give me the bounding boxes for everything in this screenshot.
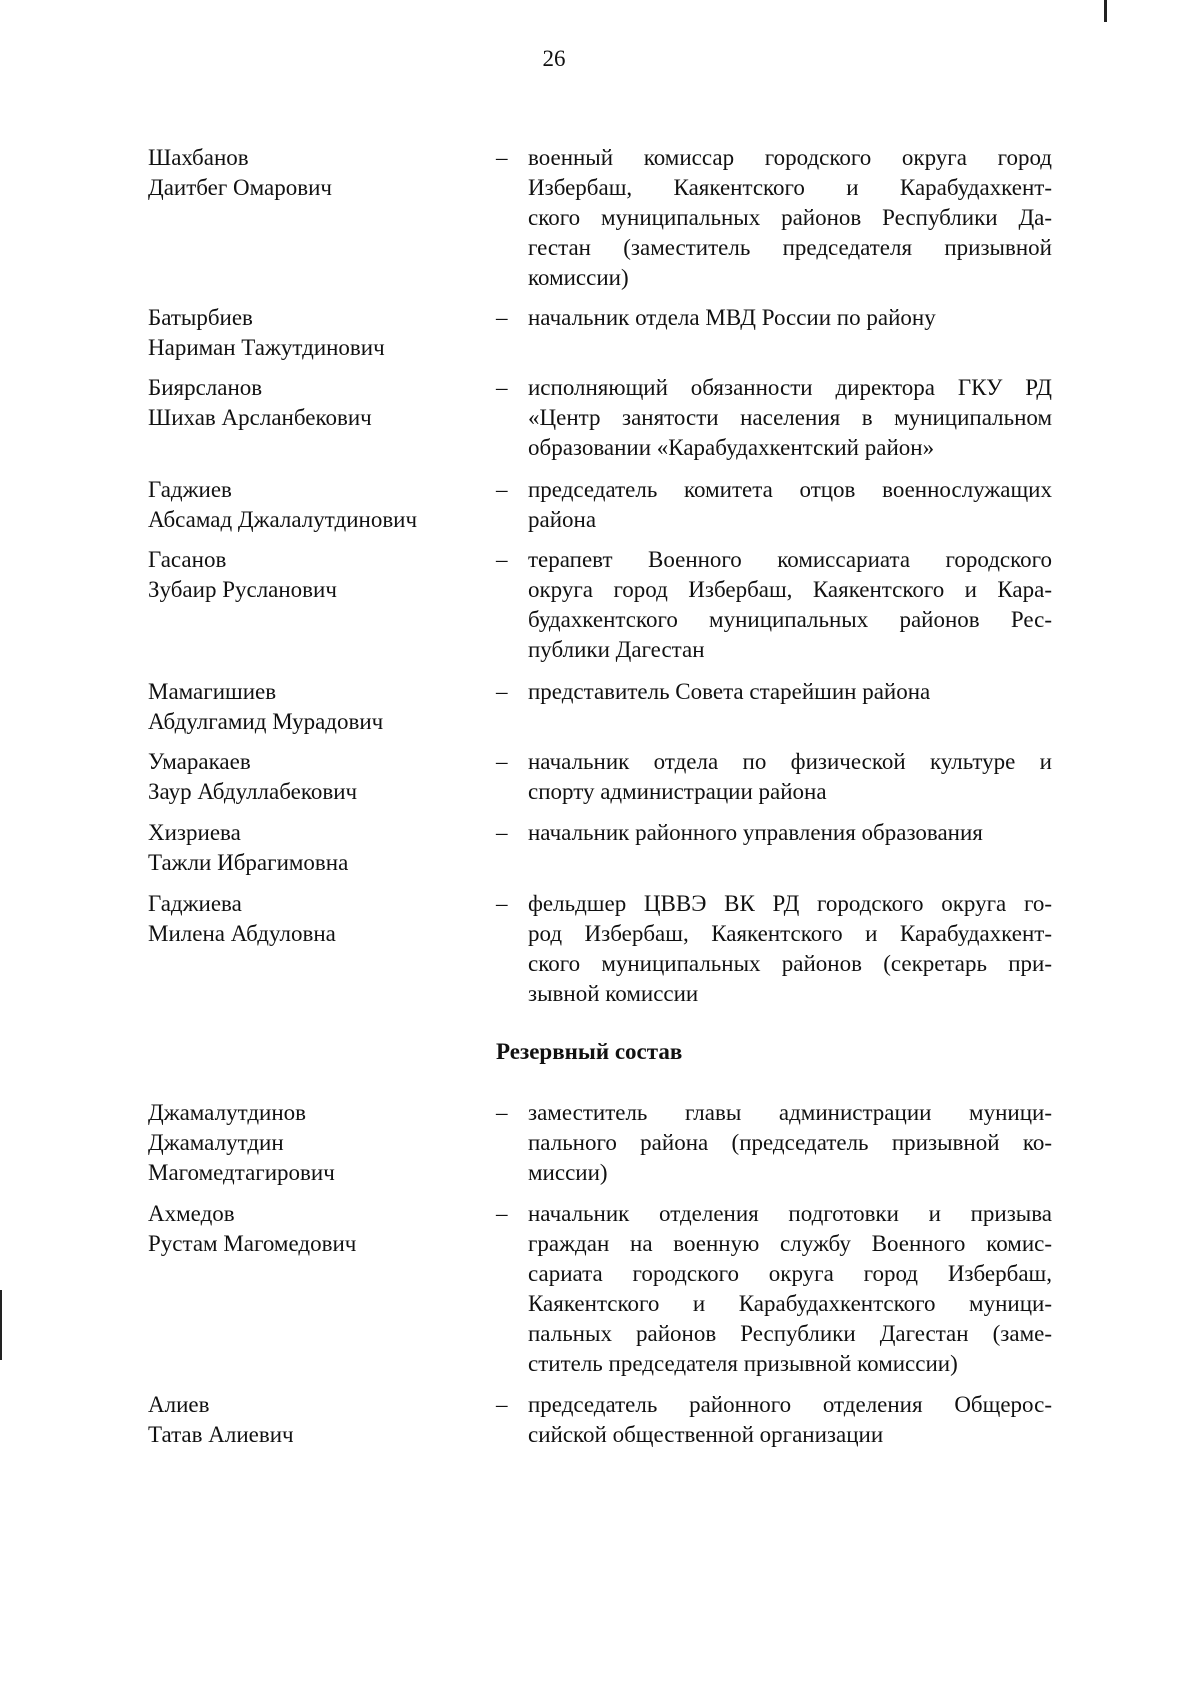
member-role-line: Избербаш, Каякентского и Карабудахкент- [528, 175, 1052, 200]
member-role-line: начальник отделения подготовки и призыва [528, 1201, 1052, 1226]
member-role [528, 475, 1052, 535]
member-role-line: гестан (заместитель председателя призывной [528, 235, 1052, 260]
member-role-line: представитель Совета старейшин района [528, 679, 931, 704]
role-dash: – [496, 305, 508, 330]
scan-edge-mark [0, 1290, 2, 1360]
member-role-line: сариата городского округа город Избербаш, [528, 1261, 1052, 1286]
member-role [528, 889, 1052, 1009]
member-role [528, 1199, 1052, 1379]
member-role-line: Каякентского и Карабудахкентского муници- [528, 1291, 1052, 1316]
member-role-line: председатель комитета отцов военнослужащих [528, 477, 1052, 502]
role-dash: – [496, 375, 508, 400]
member-role-line: комиссии) [528, 265, 629, 290]
role-dash: – [496, 477, 508, 502]
role-dash: – [496, 547, 508, 572]
member-name [148, 889, 478, 949]
member-role-line: округа город Избербаш, Каякентского и Кара- [528, 577, 1052, 602]
member-name-line: Гаджиев [148, 477, 232, 502]
member-name [148, 1098, 478, 1188]
member-name-line: Заур Абдуллабекович [148, 779, 358, 804]
member-role-line: ского муниципальных районов Республики Да- [528, 205, 1052, 230]
member-role-line: начальник отдела МВД России по району [528, 305, 936, 330]
member-role [528, 1390, 1052, 1450]
member-role [528, 677, 1052, 707]
member-role-line: пального района (председатель призывной ко- [528, 1130, 1052, 1155]
member-role-line: род Избербаш, Каякентского и Карабудахкент- [528, 921, 1052, 946]
member-name-line: Хизриева [148, 820, 241, 845]
member-name-line: Батырбиев [148, 305, 253, 330]
member-name-line: Рустам Магомедович [148, 1231, 357, 1256]
member-role-line: будахкентского муниципальных районов Рес- [528, 607, 1052, 632]
member-role-line: зывной комиссии [528, 981, 699, 1006]
member-role-line: начальник районного управления образования [528, 820, 983, 845]
member-role [528, 545, 1052, 665]
member-name [148, 143, 478, 203]
member-name [148, 677, 478, 737]
member-name [148, 1390, 478, 1450]
page-number: 26 [542, 46, 566, 71]
role-dash: – [496, 749, 508, 774]
role-dash: – [496, 1201, 508, 1226]
member-role-line: миссии) [528, 1160, 608, 1185]
reserve-section-heading: Резервный состав [496, 1039, 683, 1064]
member-role-line: района [528, 507, 597, 532]
member-name-line: Тажли Ибрагимовна [148, 850, 349, 875]
member-role-line: заместитель главы администрации муници- [528, 1100, 1052, 1125]
member-role [528, 373, 1052, 463]
member-name [148, 303, 478, 363]
member-name-line: Джамалутдин [148, 1130, 284, 1155]
member-role-line: фельдшер ЦВВЭ ВК РД городского округа го- [528, 891, 1052, 916]
member-name-line: Милена Абдуловна [148, 921, 336, 946]
member-name [148, 1199, 478, 1259]
scan-edge-mark [1104, 0, 1107, 22]
member-name [148, 747, 478, 807]
member-name-line: Шахбанов [148, 145, 249, 170]
member-role [528, 303, 1052, 333]
member-name-line: Гаджиева [148, 891, 242, 916]
member-role [528, 143, 1052, 293]
member-name-line: Зубаир Русланович [148, 577, 337, 602]
member-role-line: ститель председателя призывной комиссии) [528, 1351, 958, 1376]
member-name-line: Ахмедов [148, 1201, 235, 1226]
member-role-line: сийской общественной организации [528, 1422, 884, 1447]
member-name-line: Магомедтагирович [148, 1160, 335, 1185]
member-name-line: Гасанов [148, 547, 227, 572]
member-name-line: Мамагишиев [148, 679, 277, 704]
member-name-line: Умаракаев [148, 749, 251, 774]
member-name-line: Биярсланов [148, 375, 263, 400]
member-role-line: граждан на военную службу Военного комис- [528, 1231, 1052, 1256]
member-role-line: «Центр занятости населения в муниципальном [528, 405, 1052, 430]
member-role-line: председатель районного отделения Общерос- [528, 1392, 1052, 1417]
member-role-line: спорту администрации района [528, 779, 827, 804]
member-name [148, 818, 478, 878]
role-dash: – [496, 679, 508, 704]
member-role-line: публики Дагестан [528, 637, 705, 662]
member-role-line: терапевт Военного комиссариата городского [528, 547, 1052, 572]
member-name-line: Алиев [148, 1392, 210, 1417]
member-name-line: Абсамад Джалалутдинович [148, 507, 418, 532]
member-role-line: военный комиссар городского округа город [528, 145, 1052, 170]
member-role-line: ского муниципальных районов (секретарь при- [528, 951, 1052, 976]
member-name [148, 475, 478, 535]
member-name-line: Нариман Тажутдинович [148, 335, 385, 360]
role-dash: – [496, 1100, 508, 1125]
member-name-line: Джамалутдинов [148, 1100, 307, 1125]
member-role-line: начальник отдела по физической культуре и [528, 749, 1052, 774]
member-name [148, 373, 478, 433]
member-role-line: образовании «Карабудахкентский район» [528, 435, 935, 460]
member-name-line: Татав Алиевич [148, 1422, 294, 1447]
member-role-line: пальных районов Республики Дагестан (заме- [528, 1321, 1052, 1346]
member-role [528, 1098, 1052, 1188]
member-role [528, 747, 1052, 807]
role-dash: – [496, 891, 508, 916]
role-dash: – [496, 145, 508, 170]
member-role-line: исполняющий обязанности директора ГКУ РД [528, 375, 1052, 400]
role-dash: – [496, 1392, 508, 1417]
member-name-line: Абдулгамид Мурадович [148, 709, 384, 734]
member-name-line: Шихав Арсланбекович [148, 405, 372, 430]
member-role [528, 818, 1052, 848]
role-dash: – [496, 820, 508, 845]
member-name-line: Даитбег Омарович [148, 175, 332, 200]
member-name [148, 545, 478, 605]
